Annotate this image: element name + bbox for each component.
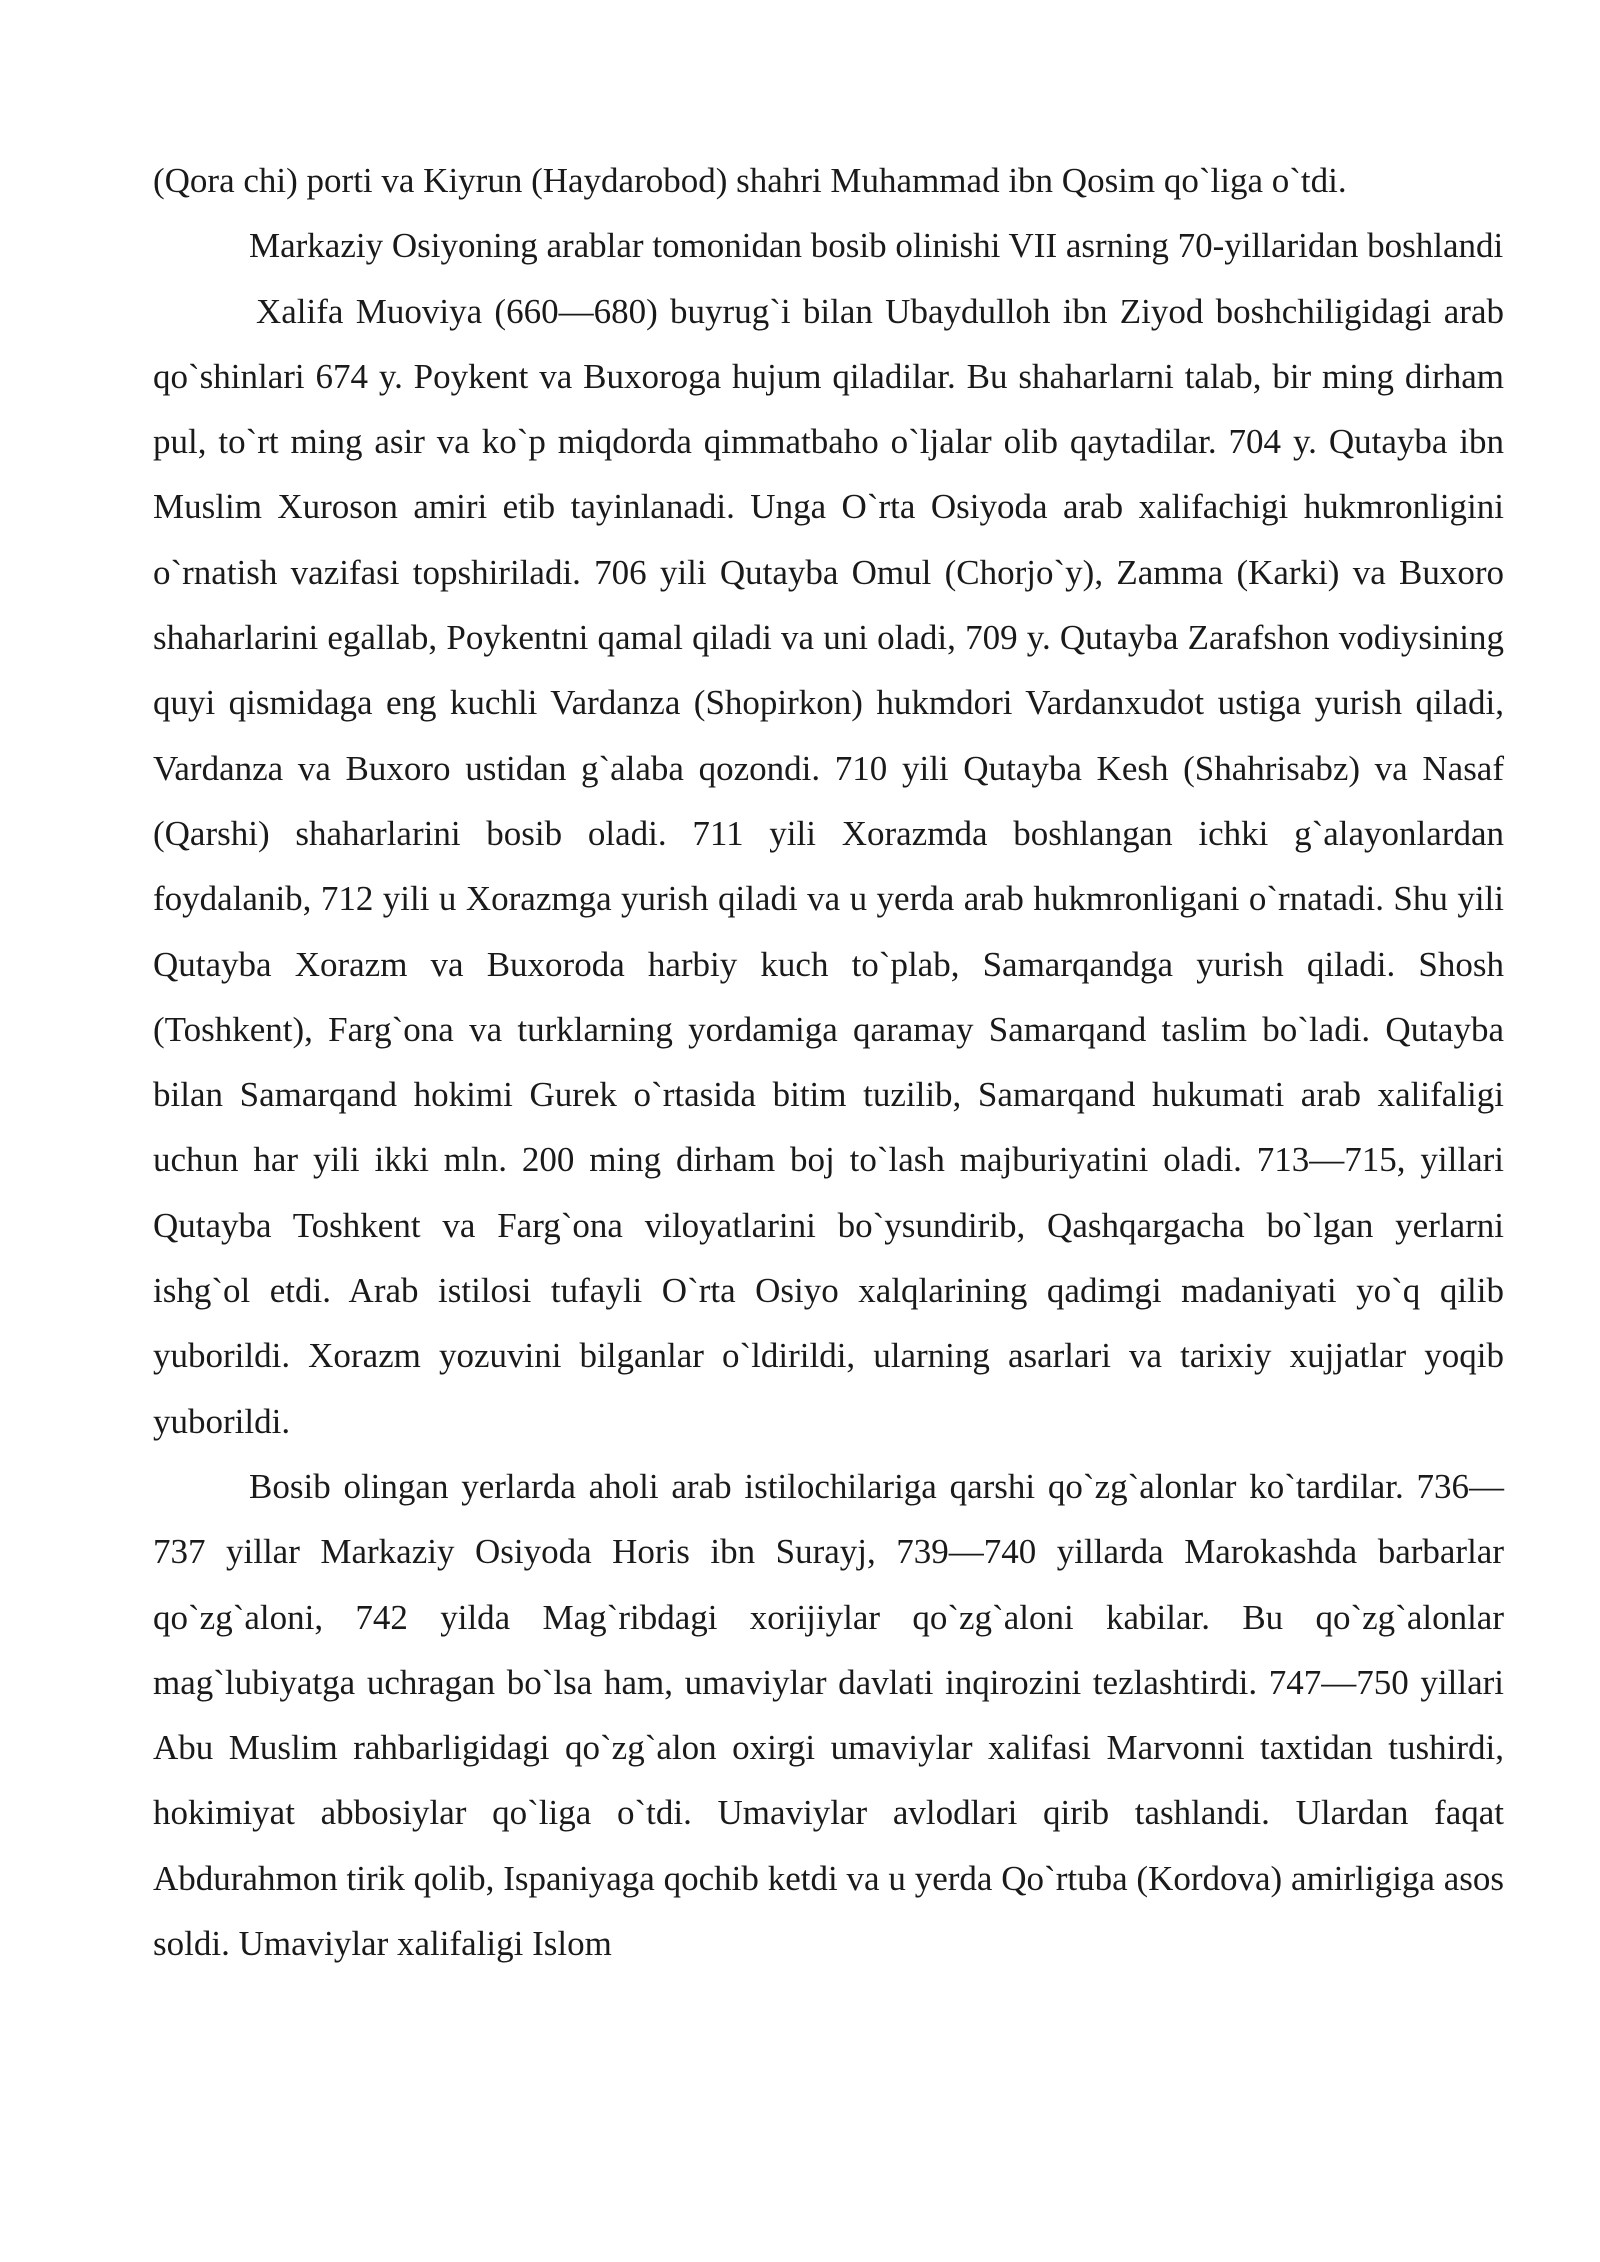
- paragraph-uprisings: Bosib olingan yerlarda aholi arab istilochilariga qarshi qo`zg`alonlar ko`tardilar. 736—737 yillar Markaziy Osiyoda Horis ibn Surayj, 739—740 yillarda Marokashda barbarlar qo`zg`aloni, 742 yilda Mag`ribdagi xorijiylar qo`zg`aloni kabilar. Bu qo`zg`alonlar mag`lubiyatga uchragan bo`lsa ham, umaviylar davlati inqirozini tezlashtirdi. 747—750 yillari Abu Muslim rahbarligidagi qo`zg`alon oxirgi umaviylar xalifasi Marvonni taxtidan tushirdi, hokimiyat abbosiylar qo`liga o`tdi. Umaviylar avlodlari qirib tashlandi. Ulardan faqat Abdurahmon tirik qolib, Ispaniyaga qochib ketdi va u yerda Qo`rtuba (Kordova) amirligiga asos soldi. Umaviylar xalifaligi Islom: [153, 1466, 1504, 1964]
- paragraph-continuation: (Qora chi) porti va Kiyrun (Haydarobod) shahri Muhammad ibn Qosim qo`liga o`tdi.: [153, 161, 1347, 200]
- paragraph-arab-conquest-start: Markaziy Osiyoning arablar tomonidan bosib olinishi VII asrning 70-yillaridan boshlandi: [249, 226, 1504, 266]
- body-text: [153, 148, 1504, 1976]
- paragraph-qutayba-campaigns: Xalifa Muoviya (660—680) buyrug`i bilan Ubaydulloh ibn Ziyod boshchiligidagi arab qo`shinlari 674 y. Poykent va Buxoroga hujum qiladilar. Bu shaharlarni talab, bir ming dirham pul, to`rt ming asir va ko`p miqdorda qimmatbaho o`ljalar olib qaytadilar. 704 y. Qutayba ibn Muslim Xuroson amiri etib tayinlanadi. Unga O`rta Osiyoda arab xalifachigi hukmronligini o`rnatish vazifasi topshiriladi. 706 yili Qutayba Omul (Chorjo`y), Zamma (Karki) va Buxoro shaharlarini egallab, Poykentni qamal qiladi va uni oladi, 709 y. Qutayba Zarafshon vodiysining quyi qismidaga eng kuchli Vardanza (Shopirkon) hukmdori Vardanxudot ustiga yurish qiladi, Vardanza va Buxoro ustidan g`alaba qozondi. 710 yili Qutayba Kesh (Shahrisabz) va Nasaf (Qarshi) shaharlarini bosib oladi. 711 yili Xorazmda boshlangan ichki g`alayonlardan foydalanib, 712 yili u Xorazmga yurish qiladi va u yerda arab hukmronligani o`rnatadi. Shu yili Qutayba Xorazm va Buxoroda harbiy kuch to`plab, Samarqandga yurish qiladi. Shosh (Toshkent), Farg`ona va turklarning yordamiga qaramay Samarqand taslim bo`ladi. Qutayba bilan Samarqand hokimi Gurek o`rtasida bitim tuzilib, Samarqand hukumati arab xalifaligi uchun har yili ikki mln. 200 ming dirham boj to`lash majburiyatini oladi. 713—715, yillari Qutayba Toshkent va Farg`ona viloyatlarini bo`ysundirib, Qashqargacha bo`lgan yerlarni ishg`ol etdi. Arab istilosi tufayli O`rta Osiyo xalqlarining qadimgi madaniyati yo`q qilib yuborildi. Xorazm yozuvini bilganlar o`ldirildi, ularning asarlari va tarixiy xujjatlar yoqib yuborildi.: [153, 291, 1504, 1441]
